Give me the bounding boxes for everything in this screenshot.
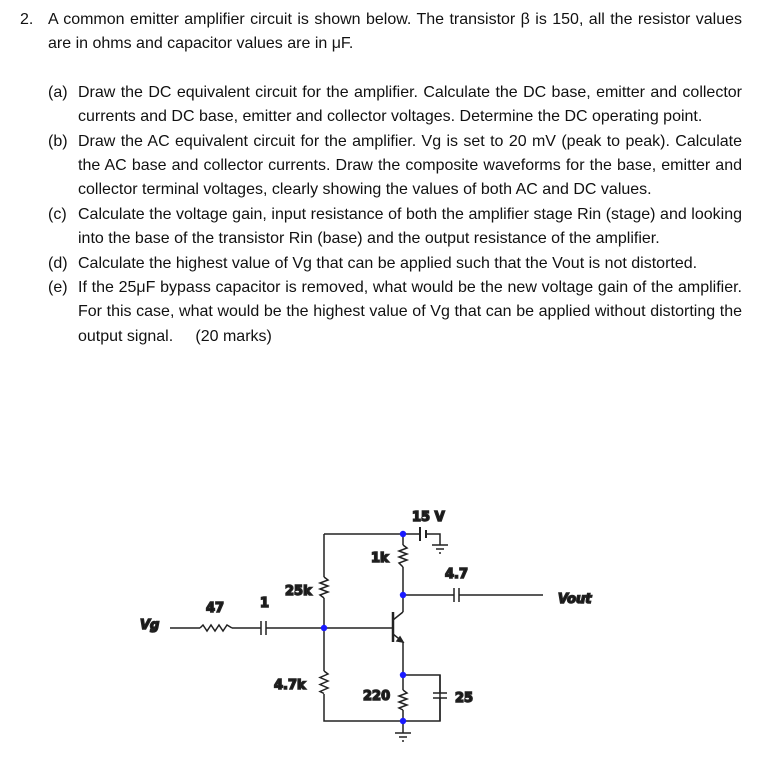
resistor-re <box>399 690 407 710</box>
cout-label: 4.7 <box>445 567 469 582</box>
part-label: (c) <box>48 205 67 223</box>
battery-symbol <box>420 527 426 541</box>
part-text: If the 25μF bypass capacitor is removed, what would be the new voltage gain of the amplifier. For this case, what would be the highest value of Vg that can be applied without distorting the output signal. (20 marks) <box>78 279 751 345</box>
part-text: Calculate the voltage gain, input resistance of both the amplifier stage Rin (stage) and looking into the base of the transistor Rin (base) and the output resistance of the amplifier. <box>78 205 742 248</box>
rc-label: 1k <box>371 551 389 566</box>
part-label: (b) <box>48 132 68 150</box>
r1-label: 25k <box>285 584 312 599</box>
ground-symbol <box>432 545 448 553</box>
capacitor-cin <box>261 621 266 635</box>
question-intro: A common emitter amplifier circuit is shown below. The transistor β is 150, all the resistor values are in ohms and capacitor values are in μF. <box>48 11 742 53</box>
r2-label: 4.7k <box>274 678 306 693</box>
cin-label: 1 <box>260 596 270 611</box>
part-text: Draw the AC equivalent circuit for the amplifier. Vg is set to 20 mV (peak to peak). Calculate the AC base and collector currents. Draw the composite waveforms for the base, emitter and collector terminal voltages, clearly showing the values of both AC and DC values. <box>78 132 742 199</box>
input-label: Vg <box>140 618 160 633</box>
ce-label: 25 <box>455 691 474 706</box>
supply-label: 15 V <box>412 510 445 525</box>
rs-label: 47 <box>206 601 225 616</box>
part-text: Draw the DC equivalent circuit for the amplifier. Calculate the DC base, emitter and collector currents and DC base, emitter and collector voltages. Determine the DC operating point. <box>78 83 742 126</box>
resistor-r2 <box>320 671 328 694</box>
re-label: 220 <box>363 689 391 704</box>
resistor-rs <box>200 625 232 631</box>
question-number: 2. <box>20 11 34 28</box>
part-label: (a) <box>48 83 68 101</box>
capacitor-cout <box>454 588 459 602</box>
npn-transistor <box>393 612 403 642</box>
resistor-rc <box>399 545 407 567</box>
part-label: (d) <box>48 254 68 272</box>
part-text: Calculate the highest value of Vg that can be applied such that the Vout is not distorted. <box>78 254 698 272</box>
part-label: (e) <box>48 279 68 297</box>
output-label: Vout <box>558 592 592 607</box>
resistor-r1 <box>320 577 328 598</box>
